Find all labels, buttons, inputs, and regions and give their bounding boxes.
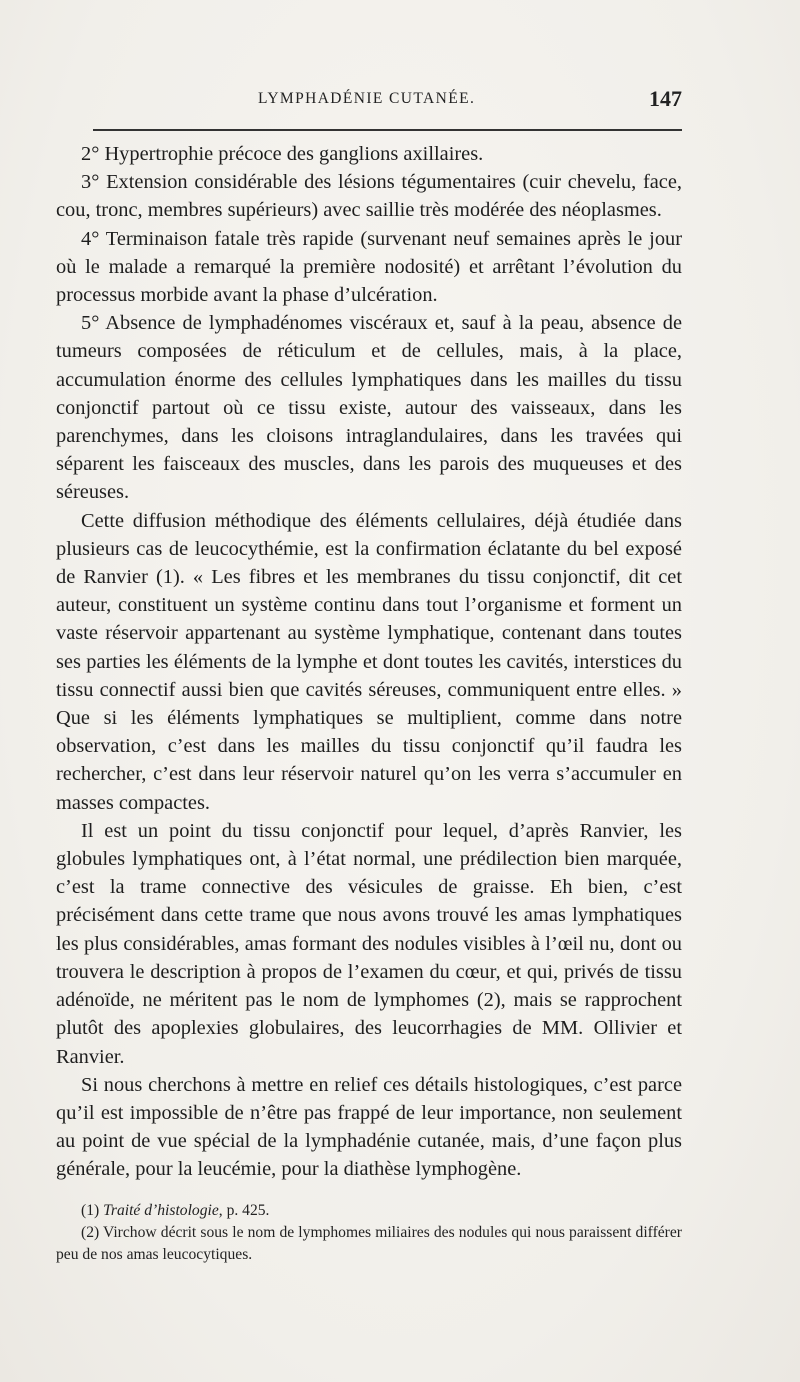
paragraph: Cette diffusion méthodique des éléments cellulaires, déjà étudiée dans plusieurs cas de leucocythémie, est la confirmation éclatante du bel exposé de Ranvier (1). « Les fibres et les membranes du tissu conjonctif, dit cet auteur, constituent un système continu dans tout l’organisme et forment un vaste réservoir appartenant au système lymphatique, contenant dans toutes ses parties les éléments de la lymphe et dont toutes les cavités, interstices du tissu connectif aussi bien que cavités séreuses, communiquent entre elles. » Que si les éléments lymphatiques se multiplient, comme dans notre observation, c’est dans les mailles du tissu conjonctif qu’il faudra les rechercher, c’est dans leur réservoir naturel qu’on les verra s’accumuler en masses compactes. <box>56 509 682 814</box>
paragraph: 4° Terminaison fatale très rapide (survenant neuf semaines après le jour où le malade a remarqué la première nodosité) et arrêtant l’évolution du processus morbide avant la phase d’ulcération. <box>56 227 682 307</box>
footnotes <box>56 1200 682 1266</box>
paragraph: 5° Absence de lymphadénomes viscéraux et, sauf à la peau, absence de tumeurs composées de réticulum et de cellules, mais, à la place, accumulation énorme des cellules lymphatiques dans les mailles du tissu conjonctif partout où ce tissu existe, autour des vaisseaux, dans les parenchymes, dans les cloisons intraglandulaires, dans les travées qui séparent les faisceaux des muscles, dans les parois des muqueuses et des séreuses. <box>56 312 682 504</box>
footnote-1-reference: Traité d’histologie <box>103 1202 219 1219</box>
body-text <box>56 140 682 1184</box>
header-rule <box>93 129 682 131</box>
running-title: LYMPHADÉNIE CUTANÉE. <box>258 90 476 107</box>
footnote-1-rest: , p. 425. <box>218 1202 270 1219</box>
paragraph: 3° Extension considérable des lésions tégumentaires (cuir chevelu, face, cou, tronc, membres supérieurs) avec saillie très modérée des néoplasmes. <box>56 171 682 222</box>
page-number: 147 <box>649 86 682 111</box>
paragraph: Il est un point du tissu conjonctif pour lequel, d’après Ranvier, les globules lymphatiques ont, à l’état normal, une prédilection bien marquée, c’est la trame connective des vésicules de graisse. Eh bien, c’est précisément dans cette trame que nous avons trouvé les amas lymphatiques les plus considérables, amas formant des nodules visibles à l’œil nu, dont ou trouvera le description à propos de l’examen du cœur, et qui, privés de tissu adénoïde, ne méritent pas le nom de lymphomes (2), mais se rapprochent plutôt des apoplexies globulaires, des leucorrhagies de MM. Ollivier et Ranvier. <box>56 819 682 1068</box>
footnote-2: (2) Virchow décrit sous le nom de lymphomes miliaires des nodules qui nous paraissent différer peu de nos amas leucocytiques. <box>56 1224 682 1263</box>
page-header <box>258 86 682 116</box>
paragraph: 2° Hypertrophie précoce des ganglions axillaires. <box>81 143 484 165</box>
footnote-1-mark: (1) <box>81 1202 100 1219</box>
footnote-1 <box>56 1200 682 1222</box>
paragraph: Si nous cherchons à mettre en relief ces détails histologiques, c’est parce qu’il est impossible de n’être pas frappé de leur importance, non seulement au point de vue spécial de la lymphadénie cutanée, mais, d’une façon plus générale, pour la leucémie, pour la diathèse lymphogène. <box>56 1073 682 1181</box>
